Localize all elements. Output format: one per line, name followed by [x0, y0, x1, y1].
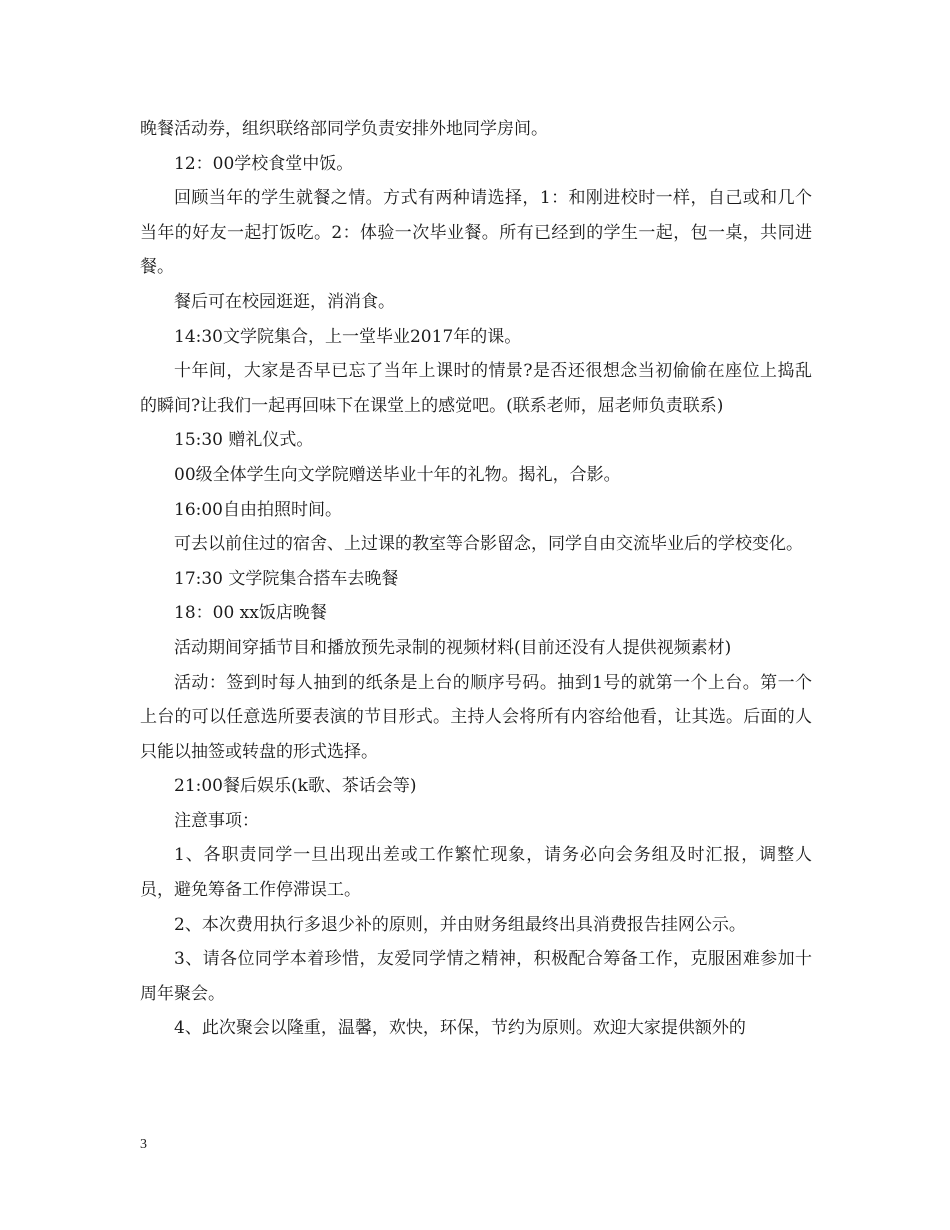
- paragraph: 餐后可在校园逛逛，消消食。: [174, 291, 395, 312]
- paragraph: 十年间，大家是否早已忘了当年上课时的情景?是否还很想念当初偷偷在座位上捣乱的瞬间?让我们一起再回味下在课堂上的感觉吧。(联系老师，屈老师负责联系): [140, 361, 812, 416]
- paragraph: 2、本次费用执行多退少补的原则，并由财务组最终出具消费报告挂网公示。: [174, 914, 746, 935]
- paragraph: 00级全体学生向文学院赠送毕业十年的礼物。揭礼，合影。: [174, 464, 621, 485]
- paragraph: 14:30文学院集合，上一堂毕业2017年的课。: [174, 326, 522, 347]
- paragraph: 15:30 赠礼仪式。: [174, 430, 314, 451]
- paragraph: 21:00餐后娱乐(k歌、茶话会等): [174, 776, 417, 797]
- paragraph: 4、此次聚会以隆重，温馨，欢快，环保，节约为原则。欢迎大家提供额外的: [174, 1018, 746, 1039]
- paragraph: 活动：签到时每人抽到的纸条是上台的顺序号码。抽到1号的就第一个上台。第一个上台的可以任意选所要表演的节目形式。主持人会将所有内容给他看，让其选。后面的人只能以抽签或转盘的形式选择。: [140, 672, 812, 762]
- paragraph: 可去以前住过的宿舍、上过课的教室等合影留念，同学自由交流毕业后的学校变化。: [174, 534, 803, 555]
- paragraph: 回顾当年的学生就餐之情。方式有两种请选择，1：和刚进校时一样，自己或和几个当年的好友一起打饭吃。2：体验一次毕业餐。所有已经到的学生一起，包一桌，共同进餐。: [140, 188, 812, 278]
- paragraph: 17:30 文学院集合搭车去晚餐: [174, 568, 399, 589]
- paragraph: 1、各职责同学一旦出现出差或工作繁忙现象，请务必向会务组及时汇报，调整人员，避免筹备工作停滞误工。: [140, 845, 812, 901]
- paragraph: 注意事项：: [174, 810, 259, 831]
- paragraph: 活动期间穿插节目和播放预先录制的视频材料(目前还没有人提供视频素材): [174, 637, 732, 658]
- paragraph: 18：00 xx饭店晚餐: [174, 603, 327, 624]
- page-number: 3: [140, 1137, 147, 1152]
- paragraph: 3、请各位同学本着珍惜，友爱同学情之精神，积极配合筹备工作，克服困难参加十周年聚会。: [140, 949, 812, 1004]
- paragraph: 16:00自由拍照时间。: [174, 499, 342, 520]
- paragraph: 晚餐活动券，组织联络部同学负责安排外地同学房间。: [140, 119, 548, 139]
- document-body: [140, 112, 812, 1046]
- paragraph: 12：00学校食堂中饭。: [174, 153, 354, 174]
